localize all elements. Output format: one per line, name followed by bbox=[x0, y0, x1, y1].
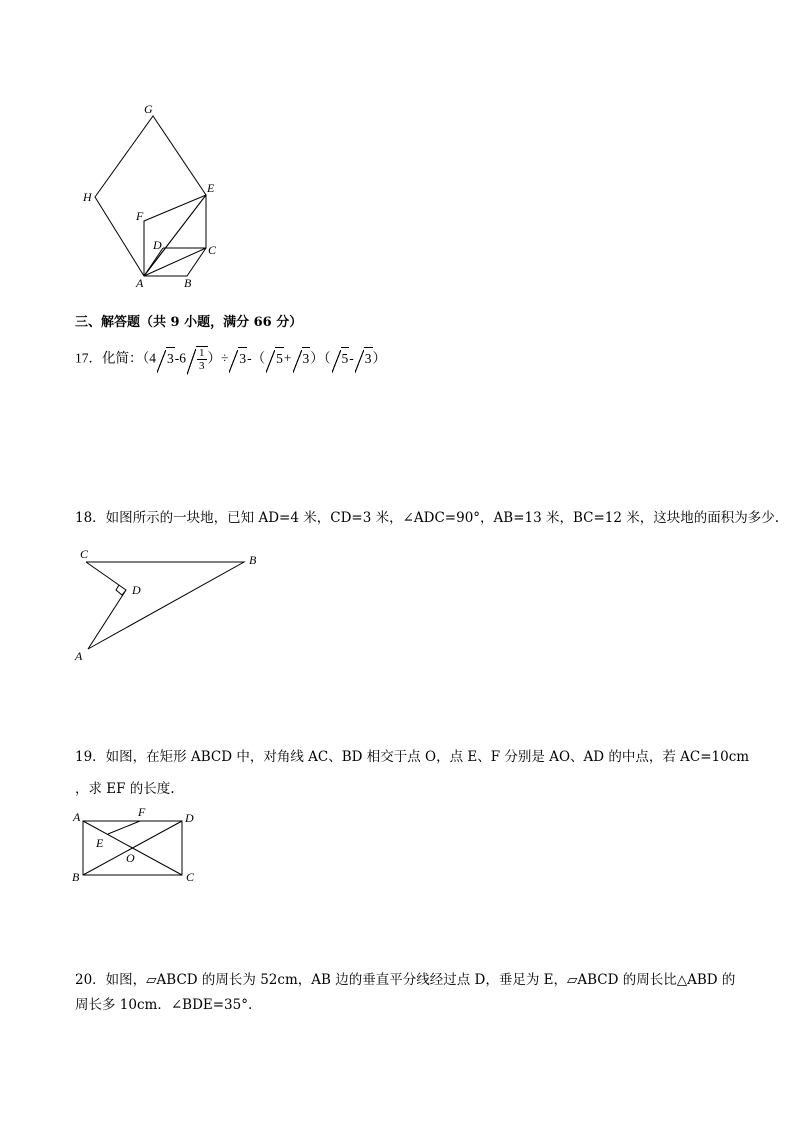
fig19-label-f: F bbox=[138, 805, 146, 819]
question-18: 18．如图所示的一块地，已知 AD=4 米，CD=3 米，∠ADC=90°，AB=13 米，BC=12 米，这块地的面积为多少. bbox=[75, 510, 780, 526]
q17-frac-den: 3 bbox=[199, 360, 205, 372]
fig19-label-c: C bbox=[186, 870, 195, 884]
fig16-label-e: E bbox=[207, 181, 215, 195]
fig19-label-o: O bbox=[126, 851, 135, 865]
fig16-label-c: C bbox=[208, 243, 217, 257]
figure-q19 bbox=[0, 800, 300, 890]
fig16-label-b: B bbox=[184, 276, 192, 290]
figure-q18 bbox=[0, 540, 300, 670]
fig18-label-a: A bbox=[75, 649, 83, 663]
fig19-label-a: A bbox=[73, 810, 81, 824]
fig18-label-c: C bbox=[80, 547, 89, 561]
q17-mid2: -（ bbox=[247, 350, 266, 366]
q17-frac-num: 1 bbox=[199, 347, 205, 359]
q17-mid3: ）（ bbox=[310, 350, 331, 366]
q17-sqrt-frac bbox=[187, 346, 208, 372]
fig18-shape bbox=[86, 562, 244, 649]
question-17 bbox=[75, 346, 386, 372]
q17-sqrt-2: 3 bbox=[229, 347, 247, 370]
q17-mid1: ）÷ bbox=[207, 350, 229, 366]
fig19-label-d: D bbox=[185, 811, 194, 825]
fig18-label-d: D bbox=[132, 583, 141, 597]
fig16-label-g: G bbox=[144, 102, 153, 116]
q17-plus: + bbox=[283, 350, 292, 366]
q17-minus6: -6 bbox=[174, 350, 186, 366]
figure-q16 bbox=[0, 0, 794, 300]
q17-sqrt-1: 3 bbox=[157, 347, 175, 370]
question-20-line2: 周长多 10cm．∠BDE=35°. bbox=[75, 997, 253, 1013]
q17-minus: - bbox=[349, 350, 354, 366]
q17-prefix: 17．化简：（4 bbox=[75, 350, 156, 366]
fig19-label-e: E bbox=[96, 836, 104, 850]
fig16-line-ae bbox=[144, 195, 206, 276]
q17-sqrt-5: 5 bbox=[332, 347, 350, 370]
question-19-line1: 19．如图，在矩形 ABCD 中，对角线 AC、BD 相交于点 O，点 E、F 分别是 AO、AD 的中点，若 AC=10cm bbox=[75, 749, 750, 765]
fig19-label-b: B bbox=[72, 870, 80, 884]
fig16-label-h: H bbox=[83, 190, 92, 204]
fig19-segment-ef bbox=[108, 821, 140, 834]
q17-sqrt-4: 3 bbox=[293, 347, 311, 370]
fig18-label-b: B bbox=[249, 553, 257, 567]
q17-sqrt-6: 3 bbox=[355, 347, 373, 370]
fig16-label-a: A bbox=[136, 276, 144, 290]
q17-end: ） bbox=[372, 350, 387, 366]
fig16-label-f: F bbox=[136, 209, 144, 223]
section-heading: 三、解答题（共 9 小题，满分 66 分） bbox=[75, 315, 303, 330]
q17-sqrt-3: 5 bbox=[266, 347, 284, 370]
fig16-square-outline bbox=[95, 116, 206, 276]
question-20-line1: 20．如图，▱ABCD 的周长为 52cm，AB 边的垂直平分线经过点 D，垂足为 E，▱ABCD 的周长比△ABD 的 bbox=[75, 972, 736, 988]
question-19-line2: ，求 EF 的长度. bbox=[75, 781, 175, 797]
fig16-label-d: D bbox=[153, 238, 162, 252]
